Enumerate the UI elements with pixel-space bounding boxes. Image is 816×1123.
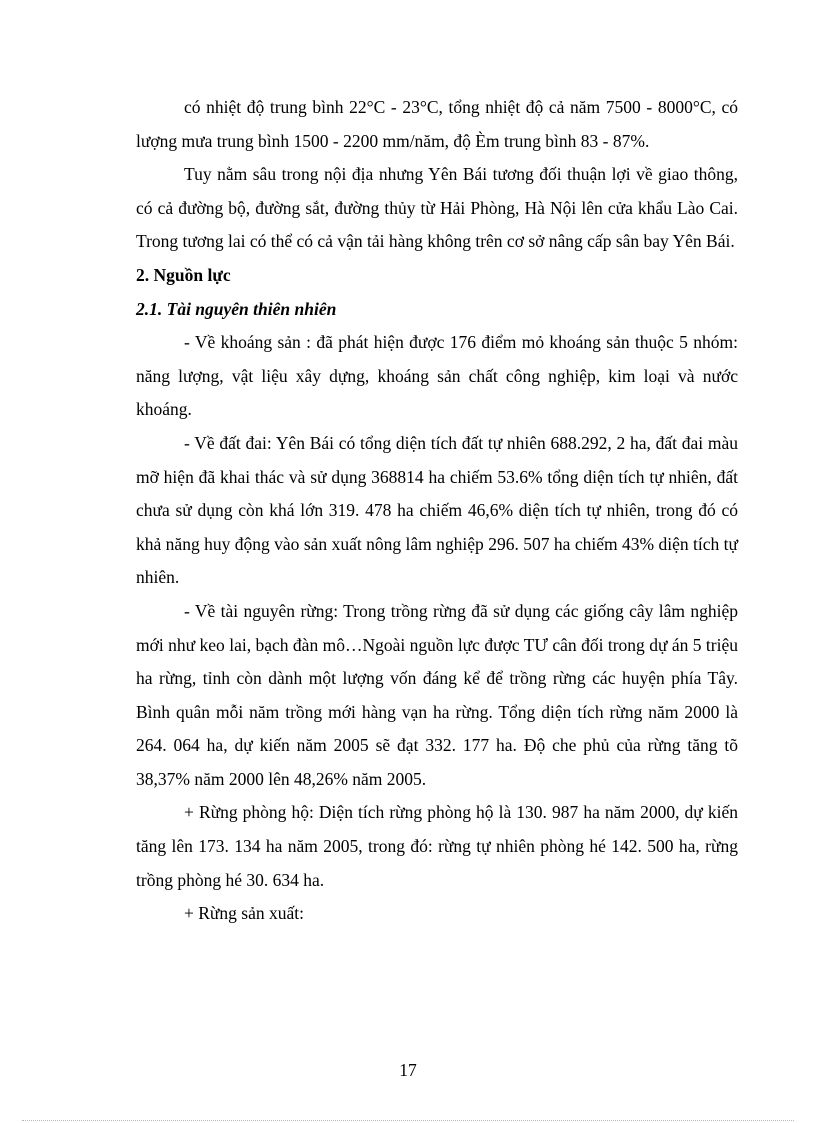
page-bottom-divider [22,1120,794,1121]
minerals-paragraph: - Về khoáng sản : đã phát hiện được 176 điểm mỏ khoáng sản thuộc 5 nhóm: năng lượng, vật liệu xây dựng, khoáng sản chất công nghiệp, kim loại và nước khoáng. [136,332,738,420]
page-content [136,91,738,931]
transport-paragraph: Tuy nằm sâu trong nội địa nhưng Yên Bái tương đối thuận lợi về giao thông, có cả đường bộ, đường sắt, đường thủy từ Hải Phòng, Hà Nội lên cửa khẩu Lào Cai. Trong tương lai có thể có cả vận tải hàng không trên cơ sở nâng cấp sân bay Yên Bái. [136,164,738,252]
subsection-heading-natural-resources: 2.1. Tài nguyên thiên nhiên [136,298,337,319]
production-forest-paragraph: + Rừng sản xuất: [184,903,304,924]
section-heading-resources: 2. Nguồn lực [136,264,231,285]
protection-forest-paragraph: + Rừng phòng hộ: Diện tích rừng phòng hộ là 130. 987 ha năm 2000, dự kiến tăng lên 173. 134 ha năm 2005, trong đó: rừng tự nhiên phòng hé 142. 500 ha, rừng trồng phòng hé 30. 634 ha. [136,802,738,890]
page-number: 17 [399,1060,417,1080]
climate-paragraph: có nhiệt độ trung bình 22°C - 23°C, tổng nhiệt độ cả năm 7500 - 8000°C, có lượng mưa trung bình 1500 - 2200 mm/năm, độ Èm trung bình 83 - 87%. [136,97,738,151]
forest-paragraph: - Về tài nguyên rừng: Trong trồng rừng đã sử dụng các giống cây lâm nghiệp mới như keo lai, bạch đàn mô…Ngoài nguồn lực được TƯ cân đối trong dự án 5 triệu ha rừng, tỉnh còn dành một lượng vốn đáng kể để trồng rừng các huyện phía Tây. Bình quân mỗi năm trồng mới hàng vạn ha rừng. Tổng diện tích rừng năm 2000 là 264. 064 ha, dự kiến năm 2005 sẽ đạt 332. 177 ha. Độ che phủ của rừng tăng tõ 38,37% năm 2000 lên 48,26% năm 2005. [136,600,738,789]
land-paragraph: - Về đất đai: Yên Bái có tổng diện tích đất tự nhiên 688.292, 2 ha, đất đai màu mỡ hiện đã khai thác và sử dụng 368814 ha chiếm 53.6% tổng diện tích tự nhiên, đất chưa sử dụng còn khá lớn 319. 478 ha chiếm 46,6% diện tích tự nhiên, trong đó có khả năng huy động vào sản xuất nông lâm nghiệp 296. 507 ha chiếm 43% diện tích tự nhiên. [136,432,738,588]
